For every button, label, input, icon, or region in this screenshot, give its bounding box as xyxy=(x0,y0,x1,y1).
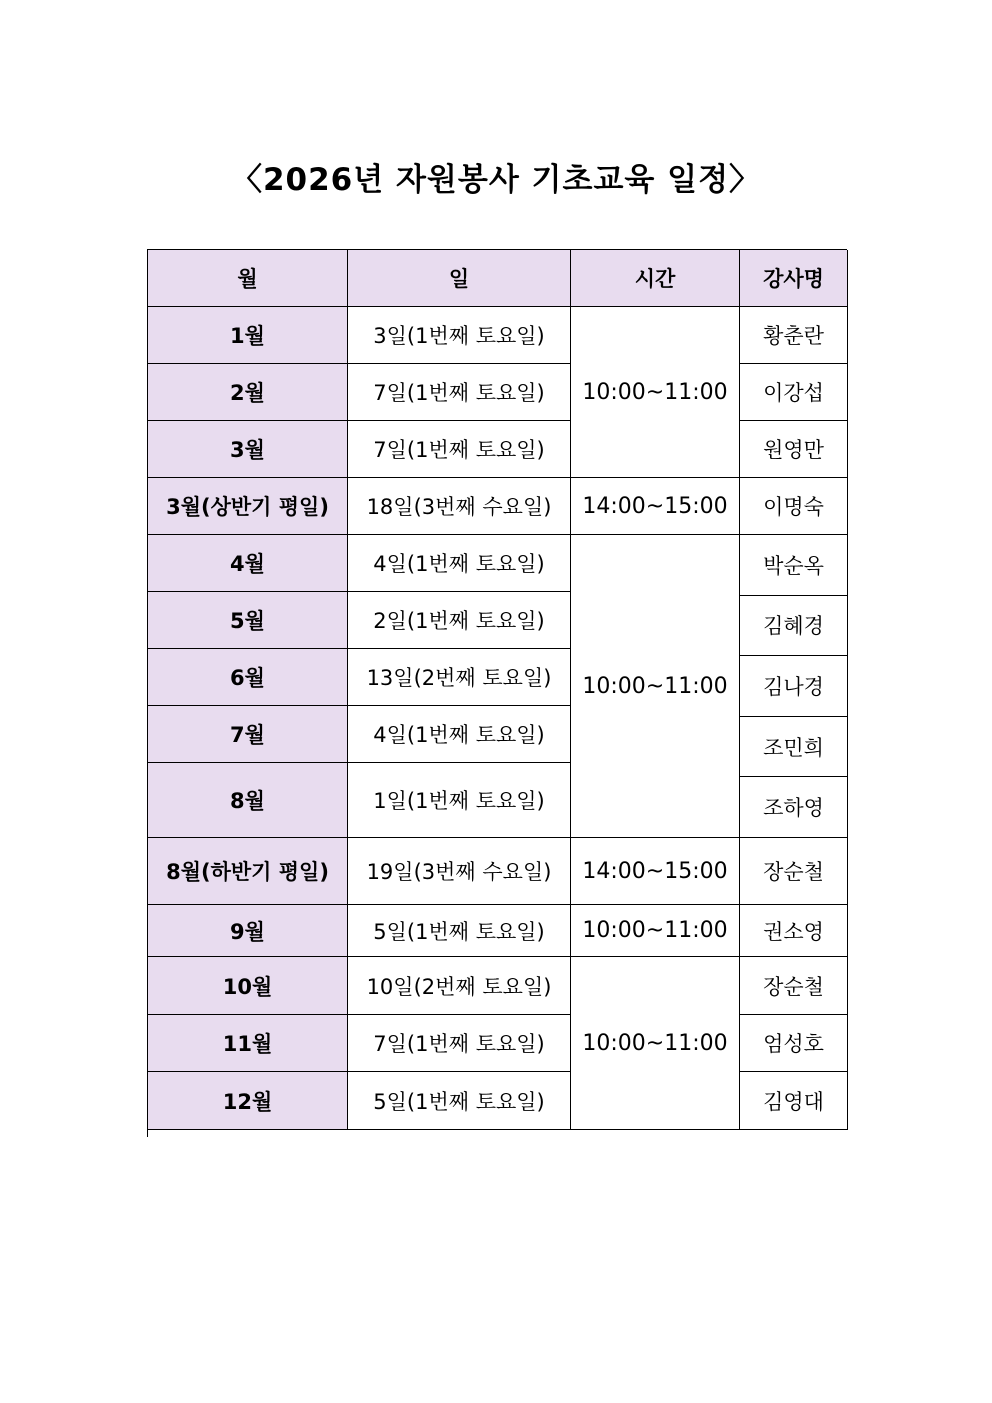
instructor-cell: 황춘란 xyxy=(740,307,848,364)
day-cell: 13일(2번째 토요일) xyxy=(348,649,571,706)
month-cell: 8월 xyxy=(148,763,348,838)
day-cell: 19일(3번째 수요일) xyxy=(348,838,571,905)
day-cell: 4일(1번째 토요일) xyxy=(348,535,571,592)
time-cell: 14:00~15:00 xyxy=(571,478,740,535)
instructor-cell: 김혜경 xyxy=(740,596,847,657)
time-cell: 14:00~15:00 xyxy=(571,838,740,905)
day-cell: 7일(1번째 토요일) xyxy=(348,1015,571,1072)
month-cell: 6월 xyxy=(148,649,348,706)
month-cell: 9월 xyxy=(148,905,348,957)
month-cell: 12월 xyxy=(148,1072,348,1130)
month-cell: 11월 xyxy=(148,1015,348,1072)
header-time: 시간 xyxy=(571,250,740,307)
month-cell: 1월 xyxy=(148,307,348,364)
instructor-cell: 조민희 xyxy=(740,717,847,778)
day-cell: 2일(1번째 토요일) xyxy=(348,592,571,649)
header-instructor: 강사명 xyxy=(740,250,848,307)
time-cell: 10:00~11:00 xyxy=(571,957,740,1130)
time-cell: 10:00~11:00 xyxy=(571,535,740,838)
month-cell: 8월(하반기 평일) xyxy=(148,838,348,905)
instructor-cell: 박순옥 xyxy=(740,535,847,596)
day-cell: 10일(2번째 토요일) xyxy=(348,957,571,1015)
header-month: 월 xyxy=(148,250,348,307)
time-cell: 10:00~11:00 xyxy=(571,307,740,478)
month-cell: 2월 xyxy=(148,364,348,421)
instructor-cell: 이강섭 xyxy=(740,364,848,421)
instructor-cell: 엄성호 xyxy=(740,1015,848,1072)
day-cell: 5일(1번째 토요일) xyxy=(348,905,571,957)
month-cell: 3월 xyxy=(148,421,348,478)
page-title: 〈2026년 자원봉사 기초교육 일정〉 xyxy=(230,162,762,198)
instructor-cell: 김영대 xyxy=(740,1072,848,1130)
month-cell: 10월 xyxy=(148,957,348,1015)
time-cell: 10:00~11:00 xyxy=(571,905,740,957)
month-cell: 3월(상반기 평일) xyxy=(148,478,348,535)
day-cell: 3일(1번째 토요일) xyxy=(348,307,571,364)
schedule-table xyxy=(147,249,847,1137)
instructor-cell: 권소영 xyxy=(740,905,848,957)
day-cell: 5일(1번째 토요일) xyxy=(348,1072,571,1130)
instructor-cell: 김나경 xyxy=(740,656,847,717)
month-cell: 7월 xyxy=(148,706,348,763)
day-cell: 18일(3번째 수요일) xyxy=(348,478,571,535)
instructor-stack xyxy=(740,535,848,838)
instructor-cell: 조하영 xyxy=(763,796,824,821)
day-cell: 4일(1번째 토요일) xyxy=(348,706,571,763)
instructor-cell: 장순철 xyxy=(740,838,848,905)
day-cell: 7일(1번째 토요일) xyxy=(348,364,571,421)
day-cell: 1일(1번째 토요일) xyxy=(348,763,571,838)
month-cell: 4월 xyxy=(148,535,348,592)
instructor-cell: 이명숙 xyxy=(740,478,848,535)
header-day: 일 xyxy=(348,250,571,307)
month-cell: 5월 xyxy=(148,592,348,649)
instructor-cell: 장순철 xyxy=(740,957,848,1015)
instructor-cell: 원영만 xyxy=(740,421,848,478)
day-cell: 7일(1번째 토요일) xyxy=(348,421,571,478)
